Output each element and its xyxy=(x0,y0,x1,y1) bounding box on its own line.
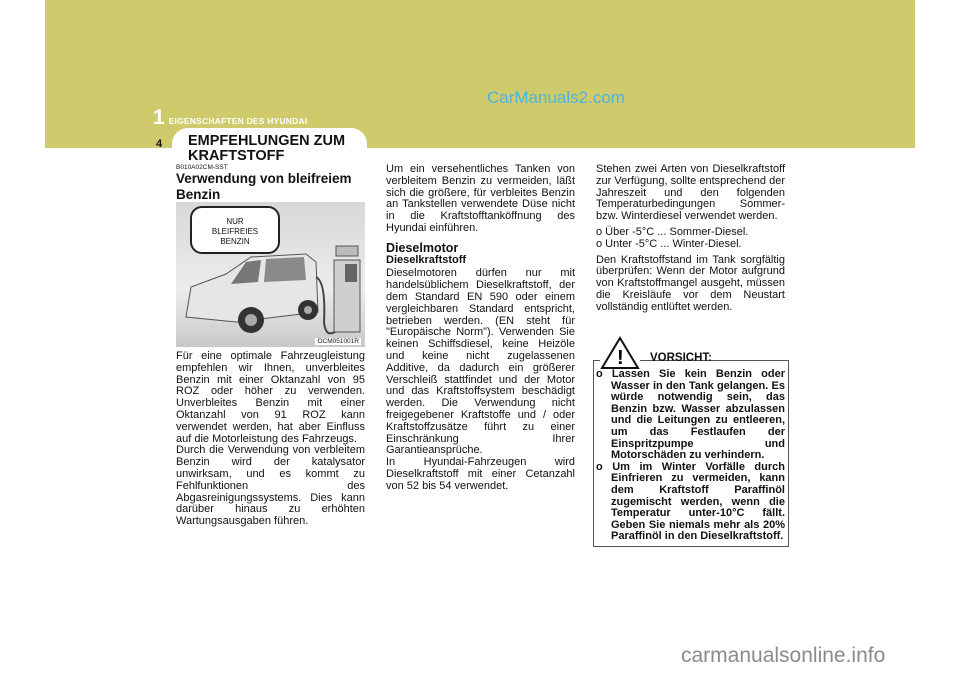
bubble-line: BLEIFREIES xyxy=(211,227,259,236)
section-title: EIGENSCHAFTEN DES HYUNDAI xyxy=(168,116,308,126)
fuel-illustration xyxy=(176,202,365,347)
watermark-top-link[interactable]: CarManuals2.com xyxy=(487,88,625,107)
paragraph: Für eine optimale Fahrzeugleistung empfehlen wir Ihnen, unverbleites Benzin mit einer Oktanzahl von 95 ROZ oder höher zu verwenden. Unverbleites Benzin mit einer Oktanzahl von 91 ROZ kann verwendet werden, hat aber Einfluss auf die Motorleistung des Fahrzeugs. xyxy=(176,350,365,445)
middle-column xyxy=(386,164,575,497)
warning-title: VORSICHT: xyxy=(650,352,712,364)
warning-box xyxy=(593,347,789,547)
figure-code: OCM051001R xyxy=(317,338,359,345)
warning-item: o Um im Winter Vorfälle durch Einfrieren zu vermeiden, kann dem Kraftstoff Paraffinöl zugemischt werden, wenn die Temperatur unter-10°C fällt. Geben Sie niemals mehr als 20% Paraffinöl in den Dieselkraftstoff. xyxy=(596,460,785,543)
watermark-bottom-link[interactable]: carmanualsonline.info xyxy=(681,644,886,667)
paragraph: Dieselmotoren dürfen nur mit handelsüblichem Dieselkraftstoff, der dem Standard EN 590 oder einem vergleichbaren Standard entspricht, betrieben werden. (EN steht für "Europäische Norm"). Verwenden Sie keinen Schiffsdiesel, keine Heizöle und keine nicht zugelassenen Additive, da dadurch ein größerer Verschleiß stattfindet und der Motor und das Kraftstoffsystem beschädigt werden. Die Verwendung nicht freigegebener Kraftstoffe und / oder Kraftstoffzusätze führt zu einer Einschränkung Ihrer Garantieansprüche. xyxy=(386,267,575,457)
subheading: Verwendung von bleifreiem Benzin xyxy=(176,171,352,202)
paragraph: Um ein versehentliches Tanken von verbleitem Benzin zu vermeiden, läßt sich die größere, für verbleites Benzin an Tankstellen verwendete Düse nicht in die Kraftstofftanköffnung des Hyundai einführen. xyxy=(386,163,575,234)
warning-triangle-icon xyxy=(600,336,640,370)
warning-item: o Lassen Sie kein Benzin oder Wasser in den Tank gelangen. Es würde notwendig sein, das Benzin bzw. Wasser abzulassen und die Leitungen zu entleeren, um das Festlaufen der Einspritzpumpe und Motorschäden zu verhindern. xyxy=(596,368,785,462)
section-header xyxy=(153,106,307,130)
diesel-subheading: Dieselkraftstoff xyxy=(386,253,467,266)
paragraph: Durch die Verwendung von verbleitem Benzin wird der katalysator unwirksam, und es kommt zu Fehlfunktionen des Abgasreinigungssystems. Dies kann darüber hinaus zu erhöhten Wartungsausgaben führen. xyxy=(176,444,365,528)
left-column xyxy=(176,351,365,532)
svg-text:!: ! xyxy=(617,347,624,369)
bubble-line: BENZIN xyxy=(220,237,250,246)
speech-bubble xyxy=(190,206,280,254)
right-column xyxy=(596,164,785,318)
list-item: o Unter -5°C ... Winter-Diesel. xyxy=(596,237,742,250)
diesel-heading: Dieselmotor xyxy=(386,240,459,255)
bubble-line: NUR xyxy=(226,217,244,226)
paragraph: Stehen zwei Arten von Dieselkraftstoff zur Verfügung, sollte entsprechend der Jahreszeit und den folgenden Temperaturbedingungen Sommer- bzw. Winterdiesel verwendet werden. xyxy=(596,163,785,223)
paragraph: In Hyundai-Fahrzeugen wird Dieselkraftstoff mit einer Cetanzahl von 52 bis 54 verwendet. xyxy=(386,456,575,492)
section-number: 1 xyxy=(153,106,165,129)
page-number: 4 xyxy=(156,138,163,150)
list-item: o Über -5°C ... Sommer-Diesel. xyxy=(596,225,749,238)
page-title: EMPFEHLUNGEN ZUM KRAFTSTOFF xyxy=(188,133,346,164)
paragraph: Den Kraftstoffstand im Tank sorgfältig überprüfen: Wenn der Motor aufgrund von Kraftstoffmangel ausgeht, müssen die Kreisläufe vor dem Neustart vollständig entlüftet werden. xyxy=(596,253,785,313)
doc-code: B010A02CM-SST xyxy=(176,164,228,171)
